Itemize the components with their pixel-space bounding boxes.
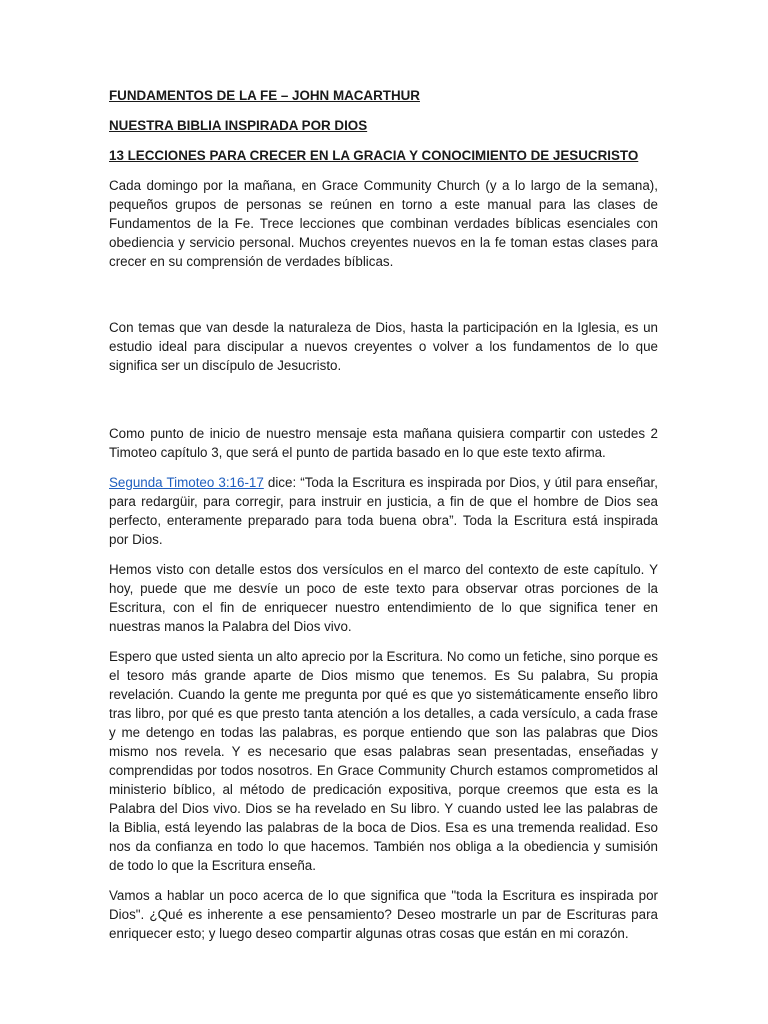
paragraph-topics: Con temas que van desde la naturaleza de Dios, hasta la participación en la Iglesia, es un estudio ideal para discipular a nuevos creyentes o volver a los fundamentos de lo que significa ser un discípulo de Jesucristo. (109, 320, 658, 373)
spacer (109, 386, 658, 424)
spacer (109, 282, 658, 318)
paragraph-context: Hemos visto con detalle estos dos versículos en el marco del contexto de este capítulo. Y hoy, puede que me desvíe un poco de este texto para observar otras porciones de la Escritura, con el fin de enriquecer nuestro entendimiento de lo que significa tener en nuestras manos la Palabra del Dios vivo. (109, 562, 658, 634)
paragraph-inspiration: Vamos a hablar un poco acerca de lo que significa que "toda la Escritura es inspirada por Dios". ¿Qué es inherente a ese pensamiento? Deseo mostrarle un par de Escrituras para enriquecer esto; y luego deseo compartir algunas otras cosas que están en mi corazón. (109, 888, 658, 941)
document-page (109, 86, 658, 954)
document-subtitle: NUESTRA BIBLIA INSPIRADA POR DIOS (109, 118, 368, 133)
document-series-title: 13 LECCIONES PARA CRECER EN LA GRACIA Y CONOCIMIENTO DE JESUCRISTO (109, 148, 639, 163)
paragraph-intro: Cada domingo por la mañana, en Grace Community Church (y a lo largo de la semana), pequeños grupos de personas se reúnen en torno a este manual para las clases de Fundamentos de la Fe. Trece lecciones que combinan verdades bíblicas esenciales con obediencia y servicio personal. Muchos creyentes nuevos en la fe toman estas clases para crecer en su comprensión de verdades bíblicas. (109, 178, 658, 269)
paragraph-scripture-quote (109, 473, 658, 549)
paragraph-appreciation: Espero que usted sienta un alto aprecio por la Escritura. No como un fetiche, sino porque es el tesoro más grande aparte de Dios mismo que tenemos. Es Su palabra, Su propia revelación. Cuando la gente me pregunta por qué es que yo sistemáticamente enseño libro tras libro, por qué es que presto tanta atención a los detalles, a cada versículo, a cada frase y me detengo en todas las palabras, es porque entiendo que son las palabras que Dios mismo nos revela. Y es necesario que esas palabras sean presentadas, enseñadas y comprendidas por todos nosotros. En Grace Community Church estamos comprometidos al ministerio bíblico, al método de predicación expositiva, porque creemos que esta es la Palabra del Dios vivo. Dios se ha revelado en Su libro. Y cuando usted lee las palabras de la Biblia, está leyendo las palabras de la boca de Dios. Esa es una tremenda realidad. Eso nos da confianza en todo lo que hacemos. También nos obliga a la obediencia y sumisión de todo lo que la Escritura enseña. (109, 649, 658, 873)
paragraph-message-start: Como punto de inicio de nuestro mensaje esta mañana quisiera compartir con ustedes 2 Timoteo capítulo 3, que será el punto de partida basado en lo que este texto afirma. (109, 426, 658, 460)
scripture-reference-link[interactable]: Segunda Timoteo 3:16-17 (109, 475, 264, 490)
scripture-quote-text: dice: “Toda la Escritura es inspirada por Dios, y útil para enseñar, para redargüir, para corregir, para instruir en justicia, a fin de que el hombre de Dios sea perfecto, enteramente preparado para toda buena obra”. Toda la Escritura está inspirada por Dios. (109, 475, 658, 547)
document-title: FUNDAMENTOS DE LA FE – JOHN MACARTHUR (109, 88, 420, 103)
